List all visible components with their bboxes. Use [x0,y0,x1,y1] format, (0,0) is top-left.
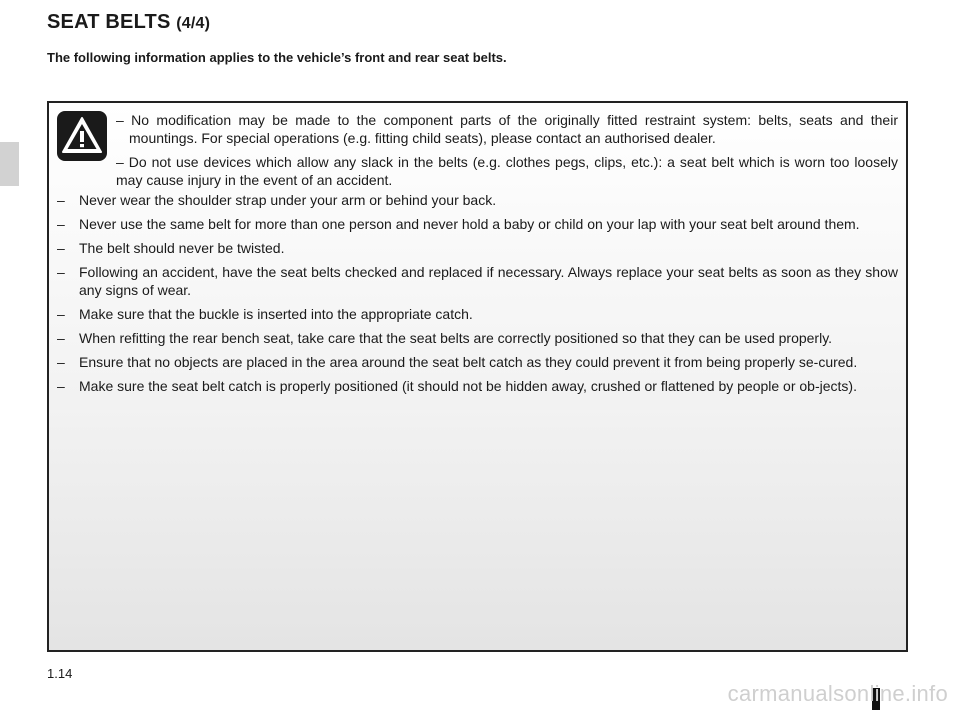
page-title-text: SEAT BELTS [47,11,171,33]
page-title [47,11,210,34]
list-dash: – [57,306,65,322]
warning-list [116,111,898,195]
list-dash: – [57,192,65,208]
list-item-text: Never use the same belt for more than one person and never hold a baby or child on your lap with your seat belt around them. [79,216,860,232]
watermark: carmanualsonline.info [727,681,948,706]
content-box [47,101,908,652]
warning-triangle-graphic [57,111,107,161]
list-dash: – [57,264,65,280]
list-dash: – [57,330,65,346]
section-tab [0,142,19,186]
list-dash: – [57,378,65,394]
list-item-text: Following an accident, have the seat belts checked and replaced if necessary. Always replace your seat belts as soon as they show any signs of wear. [79,264,898,298]
list-item [57,191,898,209]
list-item [57,377,898,395]
list-item-text: Make sure the seat belt catch is properly positioned (it should not be hidden away, crushed or flattened by people or ob-jects). [79,378,857,394]
list-item [57,263,898,299]
page-title-suffix: (4/4) [176,15,211,32]
list-item [57,329,898,347]
list-item-text: When refitting the rear bench seat, take care that the seat belts are correctly positioned so that they can be used properly. [79,330,833,346]
list-item-text: Ensure that no objects are placed in the area around the seat belt catch as they could prevent it from being properly se-cured. [79,354,858,370]
list-dash: – [57,354,65,370]
warning-item: – No modification may be made to the component parts of the originally fitted restraint system: belts, seats and their mountings. For special operations (e.g. fitting child seats), please contact an authorised dealer. [116,112,898,146]
list-item [57,353,898,371]
list-item-text: Make sure that the buckle is inserted into the appropriate catch. [79,306,473,322]
warning-item: – Do not use devices which allow any slack in the belts (e.g. clothes pegs, clips, etc.): a seat belt which is worn too loosely may cause injury in the event of an accident. [116,154,898,188]
list-item [57,239,898,257]
page-subtitle: The following information applies to the vehicle’s front and rear seat belts. [47,50,507,65]
warning-triangle-icon [57,111,107,161]
page-number: 1.14 [47,666,73,681]
list-item-text: Never wear the shoulder strap under your arm or behind your back. [79,192,497,208]
list-item [57,215,898,233]
instruction-list [57,191,898,401]
list-item-text: The belt should never be twisted. [79,240,285,256]
list-dash: – [57,240,65,256]
list-dash: – [57,216,65,232]
list-item [57,305,898,323]
